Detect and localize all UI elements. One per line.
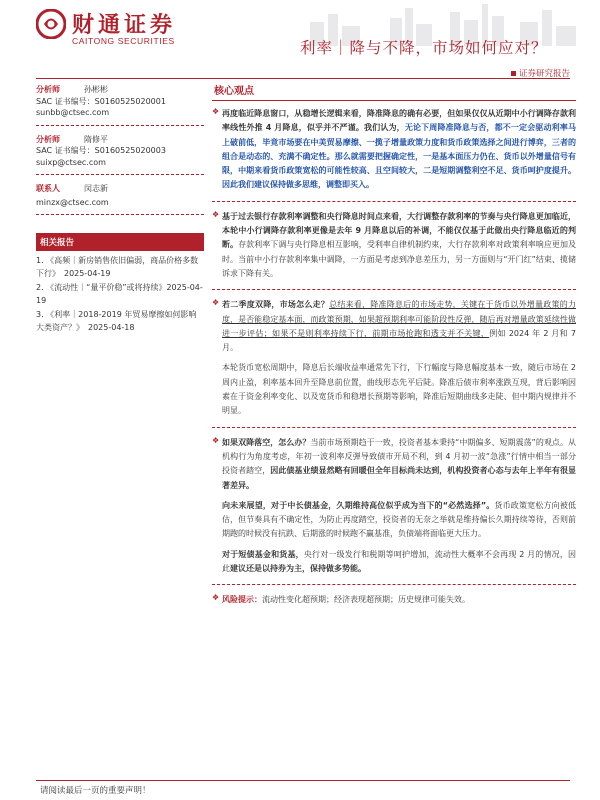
core-point-2 bbox=[212, 209, 576, 281]
paragraph bbox=[222, 210, 576, 281]
body-text: 当前市场预期趋于一致，投资者基本秉持“中期偏多、短期震荡”的观点。从机构行为角度考虑，年初一波利率反弹导致债市开局不利，到 4 月初一波“急涨”行情中相当一部分投资者踏空， bbox=[222, 437, 577, 476]
risk-warning bbox=[212, 593, 576, 607]
diamond-bullet-icon: ❖ bbox=[212, 435, 220, 445]
core-views-heading: 核心观点 bbox=[212, 80, 576, 101]
related-report-link[interactable]: 1. 《高频｜新房销售依旧偏弱，商品价格多数下行》 2025-04-19 bbox=[36, 256, 199, 278]
underlined-text: 总结来看，降准降息后的市场走势，关键在于货币以外增量政策的力度，是否能稳定基本面，而政策预期，如果超预期利率可能阶段性反弹，随后再对增量政策延续性做进一步评估；如果不是则利率持续下行，前期市场抢跑和透支并不关键， bbox=[222, 300, 576, 338]
highlight-text: 无论下周降准降息与否，都不一定会驱动利率马上破前低，毕竟市场要在中美贸易摩擦、一揽子增量政策力度和货币政策选择之间进行博弈，三者的组合是动态的、充满不确定性。那么就需要把握确定性，一是基本面压力仍在、货币以外增量信号有限，中期来看货币政策宽松的可能性较高、且空间较大，二是短期调整利空不足、货币呵护度提升。因此我们建议保持做多思维，调整即买入。 bbox=[222, 123, 577, 190]
report-type-text: 证券研究报告 bbox=[518, 69, 570, 79]
analyst-block bbox=[36, 84, 204, 126]
analyst-divider bbox=[36, 125, 204, 126]
brand-name-cn: 财通证券 bbox=[72, 12, 177, 38]
diamond-bullet-icon: ❖ bbox=[212, 107, 220, 116]
core-point-1 bbox=[212, 107, 577, 193]
bold-text: 如果双降落空，怎么办？ bbox=[222, 437, 311, 447]
analyst-cert: SAC 证书编号：S0160525020001 bbox=[36, 96, 166, 106]
paragraph bbox=[222, 499, 576, 542]
bold-text: 因此债基业绩显然略有回暖但全年目标尚未达到，机构投资者心态与去年上半年有很显著差异。 bbox=[222, 466, 576, 490]
paragraph: 本轮货币宽松周期中，降息后长端收益率通常先下行，下行幅度与降息幅度基本一致，随后市场在 2 周内止盈，利率基本回升至降息前位置，曲线形态先平后陡。降准后债市利率涨跌互现，背后影响因素在于资金利率变化、以及宽货币和稳增长预期等影响，降准后短期曲线多走陡、但中期内规律并不明显。 bbox=[222, 363, 576, 416]
section-divider bbox=[212, 584, 576, 585]
contact-name: 闵志新 bbox=[84, 184, 108, 193]
paragraph bbox=[222, 298, 576, 355]
related-reports-heading: 相关报告 bbox=[36, 233, 204, 251]
analyst-block bbox=[36, 134, 204, 176]
section-divider bbox=[212, 289, 576, 290]
body-text: 央行对一级发行和税期等呵护增加，流动性大概率不会再现 2 月的情况，因此 bbox=[222, 549, 576, 574]
body-text: 例如 2024 年 2 月和 7 月。 bbox=[222, 328, 576, 353]
related-report-link[interactable]: 2. 《流动性｜“量平价稳”或将持续》2025-04-19 bbox=[36, 283, 203, 305]
bold-text: 对于短债基金和货基， bbox=[222, 549, 304, 559]
report-title: 利率｜降与不降，市场如何应对？ bbox=[300, 39, 548, 57]
analyst-email[interactable]: sunbb@ctsec.com bbox=[36, 108, 110, 117]
core-point-3 bbox=[212, 298, 576, 418]
analyst-email[interactable]: suixp@ctsec.com bbox=[36, 157, 106, 167]
diamond-bullet-icon: ❖ bbox=[212, 298, 220, 308]
analyst-name: 隋修平 bbox=[84, 134, 108, 144]
paragraph bbox=[222, 548, 576, 577]
body-text: 存款利率下调与央行降息相互影响，受利率自律机制约束，大行存款利率对政策利率响应更加及时。当前中小行存款利率集中调降，一方面是考虑到净息差压力，另一方面则与“开门红”结束、揽储诉求下降有关。 bbox=[222, 240, 576, 278]
caitong-logo-icon bbox=[36, 9, 66, 39]
analyst-name: 孙彬彬 bbox=[84, 85, 108, 94]
bold-text: 向未来展望，对于中长债基金，久期维持高位似乎成为当下的“必然选择”。 bbox=[222, 500, 495, 510]
risk-label: 风险提示： bbox=[222, 595, 262, 605]
section-divider bbox=[212, 427, 576, 428]
related-reports-list bbox=[36, 254, 204, 334]
analyst-role: 分析师 bbox=[36, 134, 60, 144]
contact-role: 联系人 bbox=[36, 184, 60, 193]
contact-email[interactable]: minzx@ctsec.com bbox=[36, 197, 109, 207]
diamond-bullet-icon: ❖ bbox=[212, 593, 220, 603]
main-content bbox=[212, 80, 576, 608]
left-sidebar bbox=[36, 80, 204, 335]
brand-name-en: CAITONG SECURITIES bbox=[72, 36, 175, 46]
paragraph bbox=[222, 107, 576, 193]
paragraph bbox=[222, 593, 576, 607]
bold-text: 建议还是以持券为主，保持做多势能。 bbox=[230, 564, 366, 574]
analyst-role: 分析师 bbox=[36, 85, 60, 94]
analyst-cert: SAC 证书编号：S0160525020003 bbox=[36, 146, 166, 155]
body-text: 货币政策宽松方向被低估，但节奏具有不确定性，为防止再度踏空，投资者的无奈之举就是维持偏长久期持续等待，否则前期跑的时候没有抗跌、后期涨的时候跑不赢基准，负债端将面临更大压力。 bbox=[222, 500, 577, 539]
core-point-4 bbox=[212, 435, 577, 577]
paragraph bbox=[222, 436, 576, 493]
square-bullet-icon bbox=[511, 71, 516, 76]
footer-divider bbox=[36, 780, 570, 781]
risk-text: 流动性变化超预期；经济表现超预期；历史规律可能失效。 bbox=[262, 595, 470, 605]
contact-divider bbox=[36, 214, 204, 215]
bold-text: 若二季度双降，市场怎么走？ bbox=[222, 300, 330, 310]
analyst-divider bbox=[36, 174, 204, 175]
related-report-link[interactable]: 3. 《利率｜2018-2019 年贸易摩擦如何影响大类资产？》 2025-04-18 bbox=[36, 310, 197, 332]
contact-block bbox=[36, 183, 204, 215]
diamond-bullet-icon: ❖ bbox=[212, 209, 220, 219]
footer-disclaimer: 请阅读最后一页的重要声明！ bbox=[40, 786, 151, 796]
page-header bbox=[0, 0, 600, 62]
header-divider bbox=[36, 78, 570, 79]
section-divider bbox=[212, 201, 576, 202]
bold-text: 再度临近降息窗口，从稳增长逻辑来看，降准降息的确有必要，但如果仅仅从近期中小行调降存款利率线性外推 4 月降息，似乎并不严谨。我们认为， bbox=[222, 109, 576, 133]
bold-text: 基于过去银行存款利率调整和央行降息时间点来看，大行调整存款利率的节奏与央行降息更加临近，本轮中小行调降存款利率更像是去年 9 月降息以后的补调，不能仅仅基于此做出央行降息临近的判断。 bbox=[222, 211, 576, 250]
